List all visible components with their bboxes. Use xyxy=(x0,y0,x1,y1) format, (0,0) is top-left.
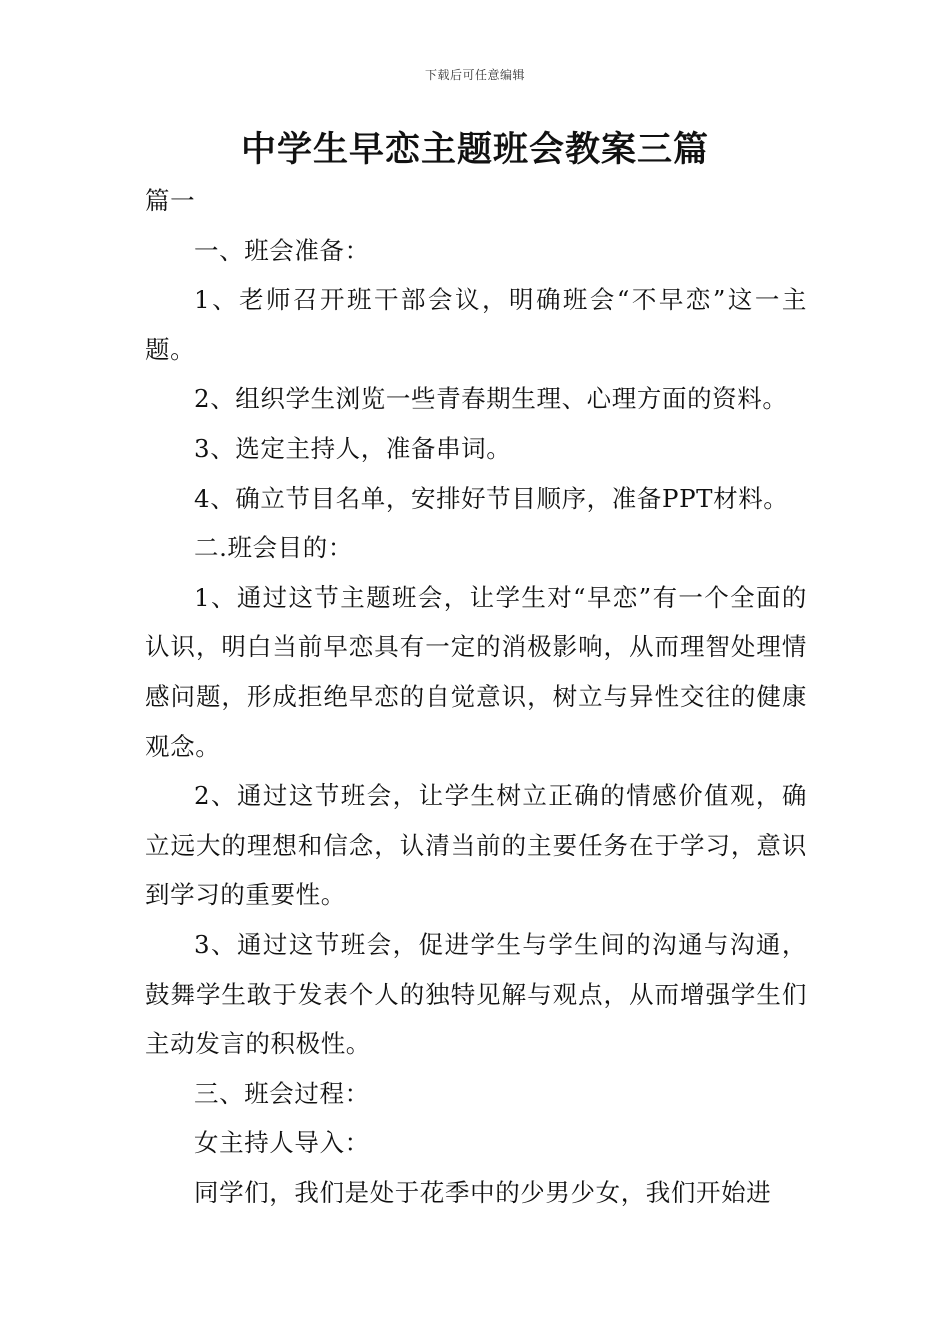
document-title: 中学生早恋主题班会教案三篇 xyxy=(240,130,709,170)
paragraph: 3、通过这节班会，促进学生与学生间的沟通与沟通，鼓舞学生敢于发表个人的独特见解与观点，从而增强学生们主动发言的积极性。 xyxy=(145,929,807,1059)
header-note: 下载后可任意编辑 xyxy=(424,68,525,82)
paragraph: 1、通过这节主题班会，让学生对“早恋”有一个全面的认识，明白当前早恋具有一定的消极影响，从而理智处理情感问题，形成拒绝早恋的自觉意识，树立与异性交往的健康观念。 xyxy=(145,582,807,761)
paragraph: 女主持人导入： xyxy=(194,1128,370,1158)
document-body xyxy=(145,176,807,1217)
paragraph: 2、通过这节班会，让学生树立正确的情感价值观，确立远大的理想和信念，认清当前的主要任务在于学习，意识到学习的重要性。 xyxy=(145,781,807,910)
paragraph: 篇一 xyxy=(145,186,196,215)
paragraph: 三、班会过程： xyxy=(194,1078,370,1108)
paragraph: 同学们，我们是处于花季中的少男少女，我们开始进 xyxy=(194,1177,772,1207)
paragraph: 二.班会目的： xyxy=(194,533,353,563)
paragraph: 1、老师召开班干部会议，明确班会“不早恋”这一主题。 xyxy=(145,285,807,364)
paragraph: 2、组织学生浏览一些青春期生理、心理方面的资料。 xyxy=(194,384,788,414)
paragraph: 一、班会准备： xyxy=(194,235,370,265)
paragraph: 3、选定主持人，准备串词。 xyxy=(194,433,512,463)
paragraph: 4、确立节目名单，安排好节目顺序，准备PPT材料。 xyxy=(194,483,789,513)
